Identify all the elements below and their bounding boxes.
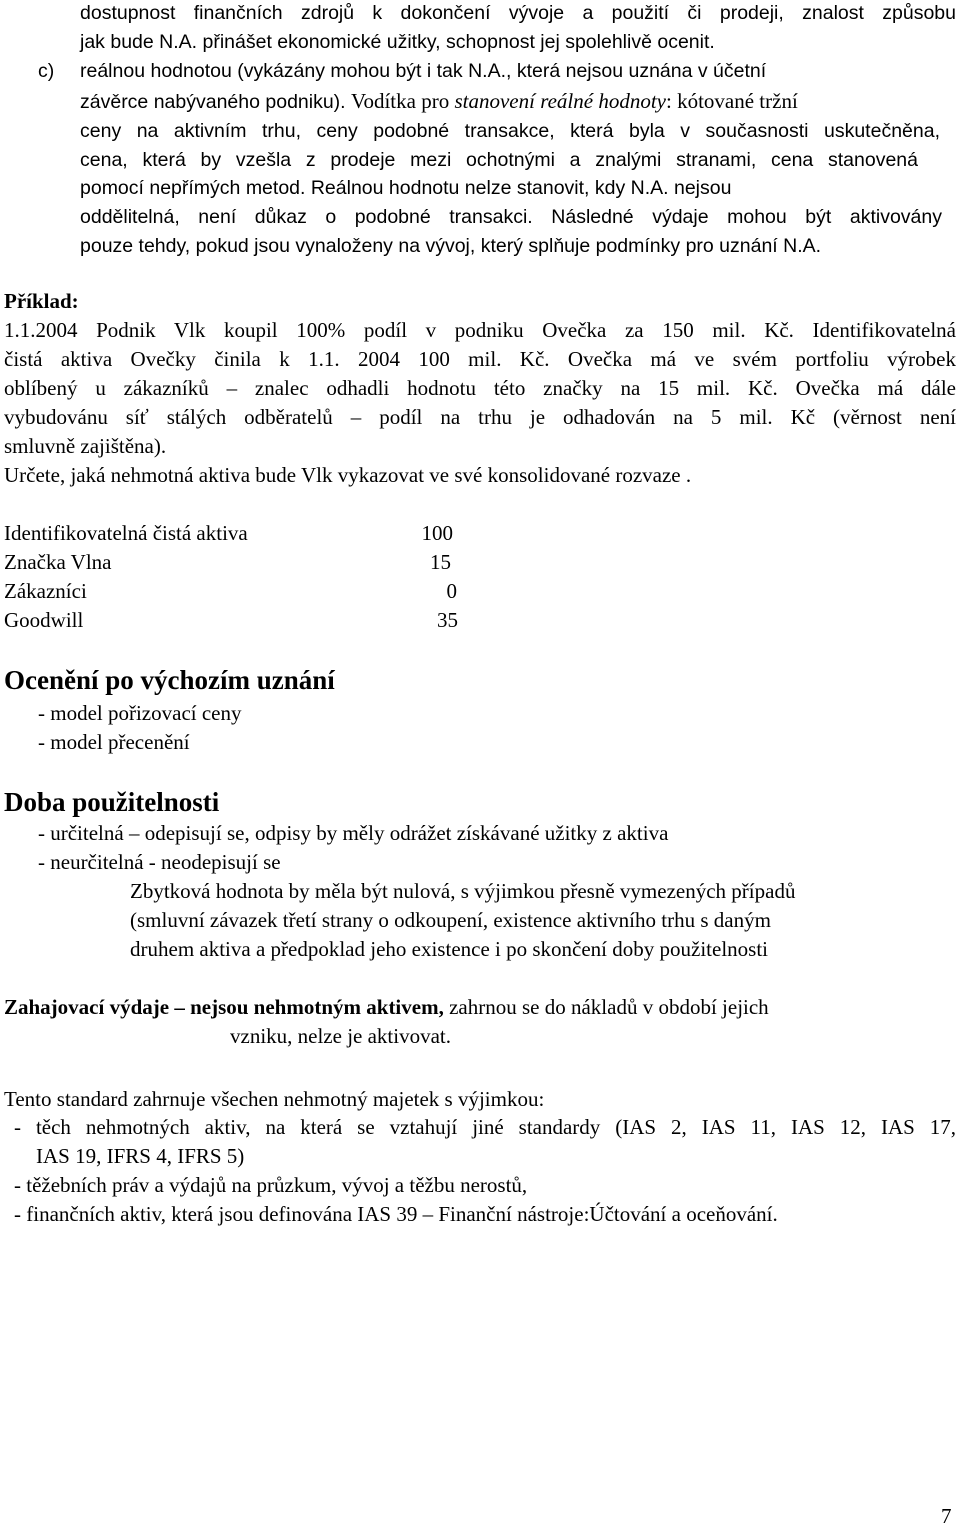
item-c-line-7: pouze tehdy, pokud jsou vynaloženy na vývoj, který splňuje podmínky pro uznání N.A. <box>80 235 822 257</box>
valuation-heading: Ocenění po výchozím uznání <box>4 665 335 695</box>
startup-line-2: vzniku, nelze je aktivovat. <box>230 1024 452 1048</box>
item-c-line-5: pomocí nepřímých metod. Reálnou hodnotu nelze stanovit, kdy N.A. nejsou <box>80 177 732 199</box>
item-c-line-2-b: Vodítka pro <box>351 89 455 113</box>
scope-item-1-cont: IAS 19, IFRS 4, IFRS 5) <box>36 1144 245 1168</box>
item-c-line-2-a: závěrce nabývaného podniku). <box>80 91 346 113</box>
scope-item-1: - těch nehmotných aktiv, na která se vztahují jiné standardy (IAS 2, IAS 11, IAS 12, IAS 17, <box>14 1115 956 1139</box>
example-line-1: 1.1.2004 Podnik Vlk koupil 100% podíl v podniku Ovečka za 150 mil. Kč. Identifikovatelná <box>4 318 956 342</box>
table-row-label: Identifikovatelná čistá aktiva <box>4 521 248 545</box>
table-row-label: Značka Vlna <box>4 550 112 574</box>
scope-item-2: - těžebních práv a výdajů na průzkum, vývoj a těžbu nerostů, <box>14 1173 528 1197</box>
startup-bold: Zahajovací výdaje – nejsou nehmotným aktivem, <box>4 995 444 1019</box>
useful-life-note-2: (smluvní závazek třetí strany o odkoupení, existence aktivního trhu s daným <box>130 908 771 932</box>
example-line-3: oblíbený u zákazníků – znalec odhadli hodnotu této značky na 15 mil. Kč. Ovečka má dále <box>4 376 956 400</box>
example-heading: Příklad: <box>4 289 79 313</box>
item-c-line-3: ceny na aktivním trhu, ceny podobné transakce, která byla v současnosti uskutečněna, <box>80 120 940 142</box>
item-c-line-6: oddělitelná, není důkaz o podobné transakci. Následné výdaje mohou být aktivovány <box>80 206 942 228</box>
startup-rest: zahrnou se do nákladů v období jejich <box>443 995 769 1019</box>
valuation-item: - model přecenění <box>38 730 190 754</box>
useful-life-item-2: - neurčitelná - neodepisují se <box>38 850 281 874</box>
table-row-value: 15 <box>430 550 451 574</box>
useful-life-note-1: Zbytková hodnota by měla být nulová, s výjimkou přesně vymezených případů <box>130 879 796 903</box>
item-c-line-2 <box>80 89 798 113</box>
table-row-label: Zákazníci <box>4 579 87 603</box>
table-row-value: 35 <box>437 608 458 632</box>
item-c-label: c) <box>38 60 55 82</box>
example-question: Určete, jaká nehmotná aktiva bude Vlk vykazovat ve své konsolidované rozvaze . <box>4 463 692 487</box>
startup-line-1 <box>4 995 769 1019</box>
table-row-value: 100 <box>421 521 453 545</box>
useful-life-item-1: - určitelná – odepisují se, odpisy by měly odrážet získávané užitky z aktiva <box>38 821 669 845</box>
item-c-line-2-c: : kótované tržní <box>665 89 798 113</box>
scope-item-3: - finančních aktiv, která jsou definována IAS 39 – Finanční nástroje:Účtování a oceňování. <box>14 1202 778 1226</box>
intro-line-2: jak bude N.A. přinášet ekonomické užitky, schopnost jej spolehlivě ocenit. <box>80 31 715 53</box>
item-c-line-1: reálnou hodnotou (vykázány mohou být i tak N.A., která nejsou uznána v účetní <box>80 60 767 82</box>
useful-life-note-3: druhem aktiva a předpoklad jeho existence i po skončení doby použitelnosti <box>130 937 768 961</box>
scope-intro: Tento standard zahrnuje všechen nehmotný majetek s výjimkou: <box>4 1087 545 1111</box>
intro-line-1: dostupnost finančních zdrojů k dokončení vývoje a použití či prodeji, znalost způsobu <box>80 2 956 24</box>
example-line-5: smluvně zajištěna). <box>4 434 167 458</box>
fair-value-term: stanovení reálné hodnoty <box>454 89 666 113</box>
table-row-label: Goodwill <box>4 608 84 632</box>
example-line-2: čistá aktiva Ovečky činila k 1.1. 2004 100 mil. Kč. Ovečka má ve svém portfoliu výrobek <box>4 347 956 371</box>
page-number: 7 <box>941 1504 952 1528</box>
example-line-4: vybudovánu síť stálých odběratelů – podíl na trhu je odhadován na 5 mil. Kč (věrnost není <box>4 405 956 429</box>
valuation-item: - model pořizovací ceny <box>38 701 242 725</box>
item-c-line-4: cena, která by vzešla z prodeje mezi ochotnými a znalými stranami, cena stanovená <box>80 149 918 171</box>
useful-life-heading: Doba použitelnosti <box>4 787 220 817</box>
table-row-value: 0 <box>446 579 457 603</box>
